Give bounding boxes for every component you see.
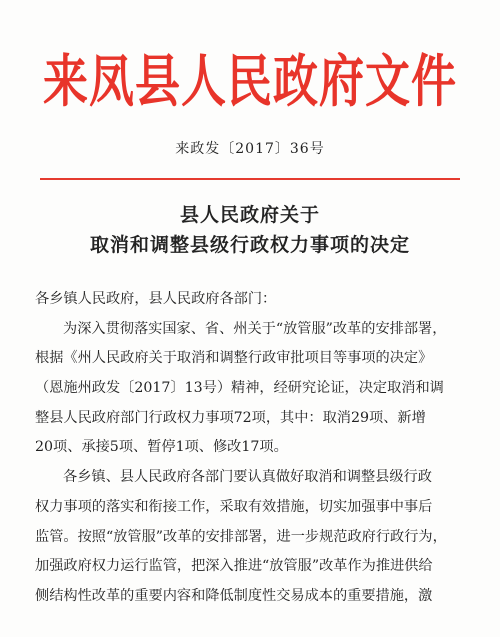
body-line: 各乡镇、县人民政府各部门要认真做好取消和调整县级行政	[63, 469, 432, 486]
salutation: 各乡镇人民政府，县人民政府各部门：	[35, 291, 277, 307]
body-line: 为深入贯彻落实国家、省、州关于“放管服”改革的安排部署，	[63, 320, 447, 337]
body-line: 20项、承接5项、暂停1项、修改17项。	[35, 439, 288, 456]
red-divider-rule	[40, 178, 460, 180]
document-body	[35, 285, 465, 612]
body-line: 侧结构性改革的重要内容和降低制度性交易成本的重要措施，激	[35, 587, 433, 604]
body-line: 根据《州人民政府关于取消和调整行政审批项目等事项的决定》	[35, 350, 433, 367]
body-line: 监管。按照“放管服”改革的安排部署，进一步规范政府行政行为，	[35, 528, 447, 545]
issuer-masthead: 来凤县人民政府文件	[42, 47, 457, 114]
document-title-line-1: 县人民政府关于	[179, 204, 320, 226]
document-title-line-2: 取消和调整县级行政权力事项的决定	[89, 234, 410, 256]
body-line: 加强政府权力运行监管，把深入推进“放管服”改革作为推进供给	[35, 558, 433, 575]
document-number: 来政发〔2017〕36号	[175, 141, 325, 157]
body-line: （恩施州政发〔2017〕13号）精神，经研究论证，决定取消和调	[35, 380, 444, 397]
body-line: 整县人民政府部门行政权力事项72项，其中：取消29项、新增	[35, 409, 426, 426]
body-line: 权力事项的落实和衔接工作，采取有效措施，切实加强事中事后	[35, 498, 433, 515]
